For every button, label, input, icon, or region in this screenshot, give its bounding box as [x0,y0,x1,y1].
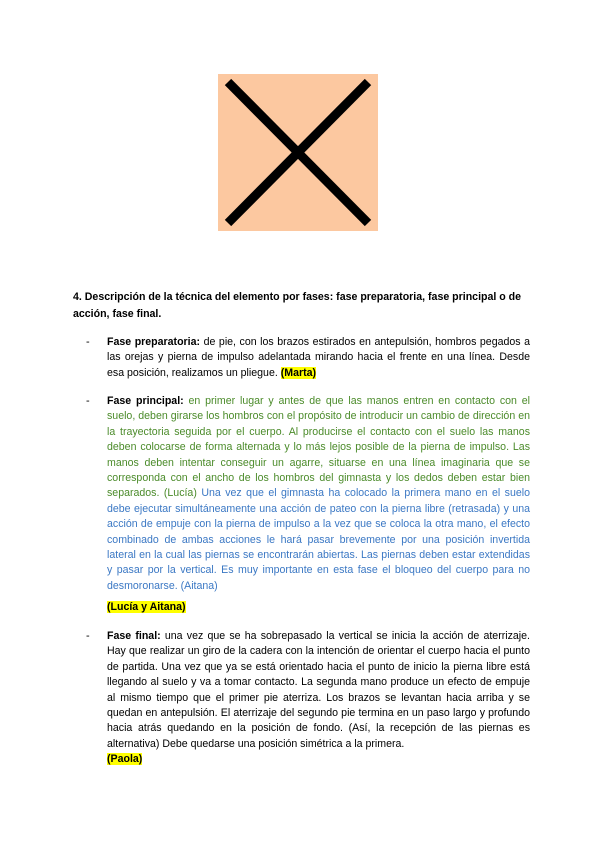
principal-authors-highlight: (Lucía y Aitana) [107,601,186,613]
preparatoria-paragraph [107,335,530,381]
principal-authors [107,600,186,615]
principal-text-lucia: en primer lugar y antes de que las manos entren en contacto con el suelo, deben girarse los hombros con el propósito de introducir un cambio de dirección en la trayectoria seguida por el cuerpo. Al producirse el contacto con el suelo las manos deben colocarse de forma alternada y lo más lejos posible de la pierna de impulso. Las manos deben intentar conseguir un agarre, situarse en una línea imaginaria que se corresponda con el ancho de los hombros del gimnasta y los dedos deben estar bien separados. (Lucía) [107,395,530,500]
principal-text-aitana: Una vez que el gimnasta ha colocado la primera mano en el suelo debe ejecutar simultáneamente una acción de pateo con la pierna libre (retrasada) y una acción de empuje con la pierna de impulso a la vez que se coloca la otra mano, el efecto combinado de ambas acciones le hará pasar brevemente por una posición invertida lateral en la cual las piernas se encontrarán abiertas. Las piernas deben estar extendidas y pasar por la vertical. Es muy importante en esta fase el bloqueo del cuerpo para no desmoronarse. (Aitana) [107,487,530,592]
preparatoria-label: Fase preparatoria: [107,336,201,348]
preparatoria-author: (Marta) [280,366,317,379]
principal-label: Fase principal: [107,395,184,407]
bullet: - [86,630,90,642]
principal-paragraph [107,394,530,594]
bullet: - [86,395,90,407]
section-heading: 4. Descripción de la técnica del elemento por fases: fase preparatoria, fase principal o de acción, fase final. [73,291,522,320]
preparatoria-text: de pie, con los brazos estirados en antepulsión, hombros pegados a las orejas y pierna de impulso adelantada mirando hacia el frente en una línea. Desde esa posición, realizamos un pliegue. [107,336,530,379]
final-label: Fase final: [107,630,161,642]
final-paragraph [107,629,530,768]
final-author: (Paola) [107,753,143,766]
final-text: una vez que se ha sobrepasado la vertical se inicia la acción de aterrizaje. Hay que realizar un giro de la cadera con la intención de orientar el cuerpo hacia el punto de partida. Una vez que ya se está orientado hacia el punto de inicio la pierna libre está llegando al suelo y va a tomar contacto. La segunda mano produce un efecto de empuje al mismo tiempo que el primer pie aterriza. Los brazos se levantan hacia arriba y se quedan en antepulsión. El aterrizaje del segundo pie termina en un paso largo y profundo hacia atrás quedando en la posición de fondo. (Así, la recepción de las piernas es alternativa) Debe quedarse una posición simétrica a la primera. [107,630,530,750]
x-mark-figure [218,74,378,231]
bullet: - [86,336,90,348]
